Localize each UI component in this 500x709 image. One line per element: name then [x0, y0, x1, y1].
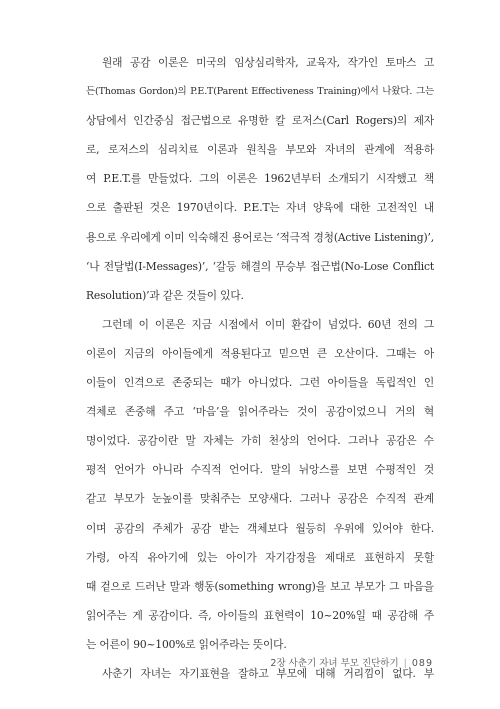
text-line: 는 어른이 90~100%로 읽어주라는 뜻이다. [86, 637, 287, 651]
page-footer [0, 655, 433, 669]
chapter-title: 2장 사춘기 자녀 부모 진단하기 [270, 658, 399, 669]
footer-separator: | [403, 658, 407, 669]
text-line: 격체로 존중해 주고 ‘마음’을 읽어주라는 것이 공감이었으니 거의 혁 [86, 405, 434, 419]
text-line: 이들이 인격으로 존중되는 때가 아니었다. 그런 아이들을 독립적인 인 [86, 376, 434, 390]
text-line: 그런데 이 이론은 지금 시점에서 이미 환갑이 넘었다. 60년 전의 그 [102, 317, 434, 331]
text-line: 상담에서 인간중심 접근법으로 유명한 칼 로저스(Carl Rogers)의 제자 [86, 114, 434, 128]
text-line: 여 P.E.T.를 만들었다. 그의 이론은 1962년부터 소개되기 시작했고 책 [86, 172, 434, 186]
text-line: 이며 공감의 주체가 공감 받는 객체보다 월등히 우위에 있어야 한다. [86, 521, 434, 535]
text-line: 든(Thomas Gordon)의 P.E.T(Parent Effectiveness Training)에서 나왔다. 그는 [86, 86, 434, 98]
text-line: 때 겉으로 드러난 말과 행동(something wrong)을 보고 부모가 그 마음을 [86, 579, 434, 593]
text-line: 원래 공감 이론은 미국의 임상심리학자, 교육자, 작가인 토마스 고 [102, 56, 434, 69]
text-line: 사춘기 자녀는 자기표현을 잘하고 부모에 대해 거리낌이 없다. 부 [102, 666, 434, 680]
text-line: 명이었다. 공감이란 말 자체는 가히 천상의 언어다. 그러나 공감은 수 [86, 434, 434, 448]
text-line: 평적 언어가 아니라 수직적 언어다. 말의 뉘앙스를 보면 수평적인 것 [86, 463, 434, 477]
text-line: 용으로 우리에게 이미 익숙해진 용어로는 ‘적극적 경청(Active Listening)’, [86, 230, 434, 244]
body-text [86, 48, 434, 688]
page-number: 089 [411, 658, 433, 669]
text-line: 같고 부모가 눈높이를 맞춰주는 모양새다. 그러나 공감은 수직적 관계 [86, 492, 434, 506]
text-line: Resolution)’과 같은 것들이 있다. [86, 288, 244, 302]
text-line: 로, 로저스의 심리치료 이론과 원칙을 부모와 자녀의 관계에 적용하 [86, 143, 434, 157]
text-line: ‘나 전달법(I-Messages)’, ‘갈등 해결의 무승부 접근법(No-Lose Conflict [86, 259, 434, 273]
text-line: 가령, 아직 유아기에 있는 아이가 자기감정을 제대로 표현하지 못할 [86, 550, 434, 564]
text-line: 읽어주는 게 공감이다. 즉, 아이들의 표현력이 10~20%일 때 공감해 주 [86, 608, 434, 622]
text-line: 이론이 지금의 아이들에게 적용된다고 믿으면 큰 오산이다. 그때는 아 [86, 346, 434, 360]
text-line: 으로 출판된 것은 1970년이다. P.E.T는 자녀 양육에 대한 고전적인 내 [86, 201, 434, 215]
